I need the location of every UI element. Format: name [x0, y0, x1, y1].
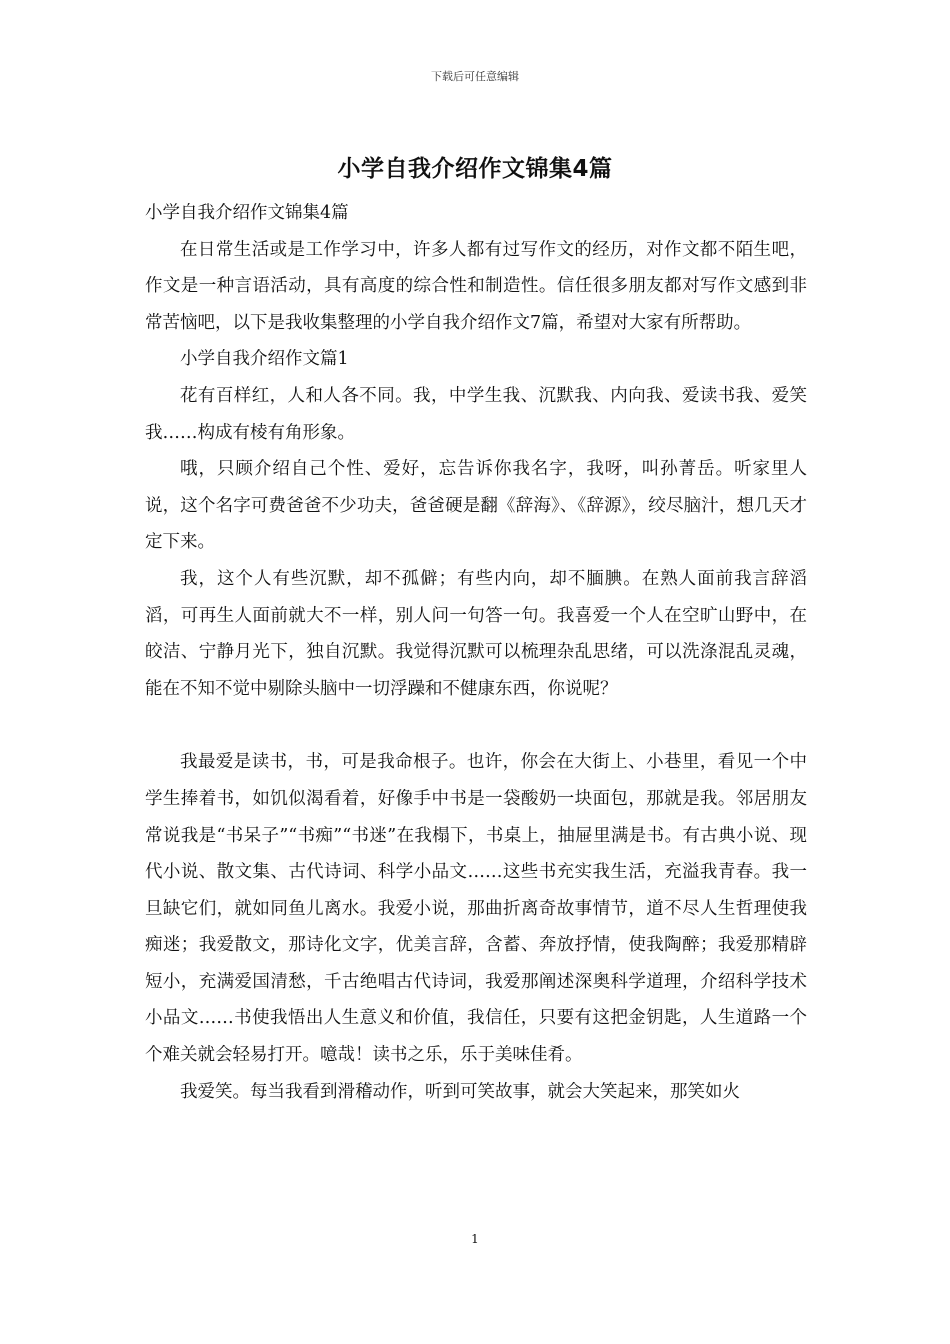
- header-note: 下载后可任意编辑: [431, 70, 519, 83]
- document-body: [145, 195, 807, 1110]
- subtitle-paragraph: 小学自我介绍作文锦集4篇: [145, 203, 349, 223]
- body-paragraph: 我爱笑。每当我看到滑稽动作，听到可笑故事，就会大笑起来，那笑如火: [180, 1081, 740, 1102]
- section-heading: 小学自我介绍作文篇1: [180, 349, 349, 370]
- body-paragraph: 我最爱是读书，书，可是我命根子。也许，你会在大街上、小巷里，看见一个中学生捧着书，如饥似渴看着，好像手中书是一袋酸奶一块面包，那就是我。邻居朋友常说我是“书呆子”“书痴”“书迷”在我榻下，书桌上，抽屉里满是书。有古典小说、现代小说、散文集、古代诗词、科学小品文……这些书充实我生活，充溢我青春。我一旦缺它们，就如同鱼儿离水。我爱小说，那曲折离奇故事情节，道不尽人生哲理使我痴迷；我爱散文，那诗化文字，优美言辞，含蓄、奔放抒情，使我陶醉；我爱那精辟短小，充满爱国清愁，千古绝唱古代诗词，我爱那阐述深奥科学道理，介绍科学技术小品文……书使我悟出人生意义和价值，我信任，只要有这把金钥匙，人生道路一个个难关就会轻易打开。噫哉！读书之乐，乐于美味佳肴。: [145, 752, 807, 1066]
- intro-paragraph: 在日常生活或是工作学习中，许多人都有过写作文的经历，对作文都不陌生吧，作文是一种言语活动，具有高度的综合性和制造性。信任很多朋友都对写作文感到非常苦恼吧，以下是我收集整理的小学自我介绍作文7篇，希望对大家有所帮助。: [145, 239, 807, 333]
- body-paragraph: 花有百样红，人和人各不同。我，中学生我、沉默我、内向我、爱读书我、爱笑我……构成有棱有角形象。: [145, 385, 807, 443]
- paragraph-spacer: [145, 707, 807, 744]
- page-number: 1: [471, 1232, 479, 1246]
- document-title: 小学自我介绍作文锦集4篇: [337, 156, 613, 182]
- body-paragraph: 我，这个人有些沉默，却不孤僻；有些内向，却不腼腆。在熟人面前我言辞滔滔，可再生人面前就大不一样，别人问一句答一句。我喜爱一个人在空旷山野中，在皎洁、宁静月光下，独自沉默。我觉得沉默可以梳理杂乱思绪，可以洗涤混乱灵魂，能在不知不觉中剔除头脑中一切浮躁和不健康东西，你说呢？: [145, 568, 807, 699]
- body-paragraph: 哦，只顾介绍自己个性、爱好，忘告诉你我名字，我呀，叫孙菁岳。听家里人说，这个名字可费爸爸不少功夫，爸爸硬是翻《辞海》、《辞源》，绞尽脑汁，想几天才定下来。: [145, 459, 807, 553]
